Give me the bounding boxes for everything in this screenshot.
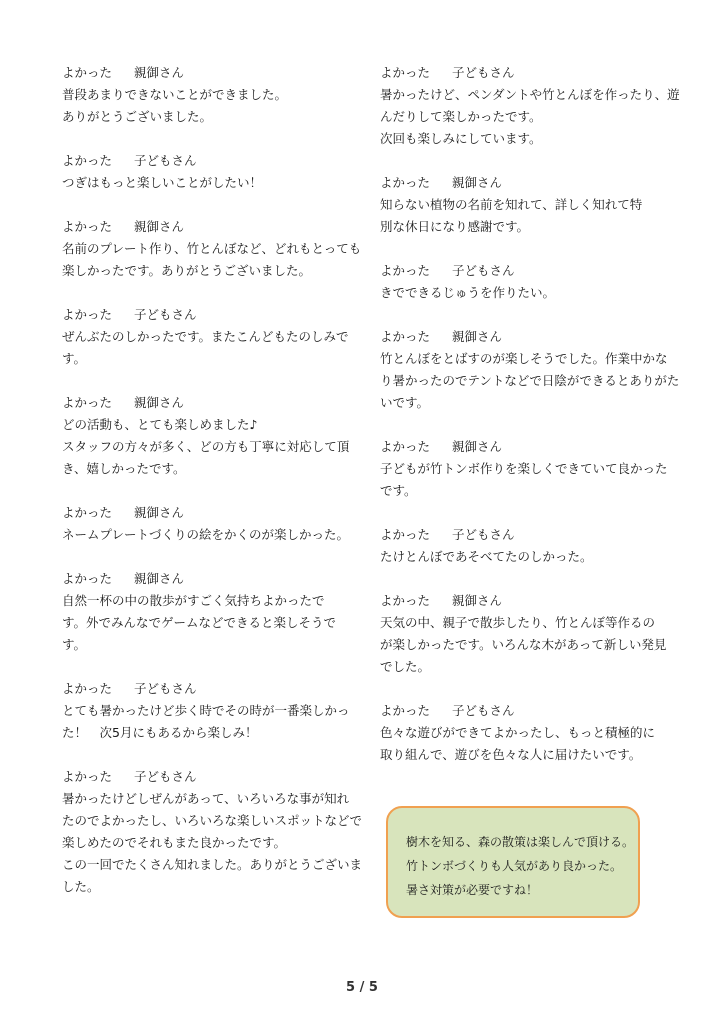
entry-header <box>62 392 346 414</box>
feedback-entry <box>62 62 346 128</box>
respondent-label: 親御さん <box>134 571 185 586</box>
comment-line: 次回も楽しみにしています。 <box>380 131 542 146</box>
comment-line: 知らない植物の名前を知れて、詳しく知れて特 <box>380 197 643 212</box>
comment-line: した。 <box>62 879 100 894</box>
entry-header <box>62 216 346 238</box>
comment-line: ぜんぶたのしかったです。またこんどもたのしみで <box>62 329 349 344</box>
comment-line: 竹とんぼをとばすのが楽しそうでした。作業中かな <box>380 351 668 366</box>
rating-label: よかった <box>380 329 431 344</box>
comment-line: 子どもが竹トンボ作りを楽しくできていて良かった <box>380 461 668 476</box>
comment-line: たけとんぼであそべてたのしかった。 <box>380 549 593 564</box>
comment-line: す。 <box>62 637 87 652</box>
respondent-label: 子どもさん <box>452 65 515 80</box>
feedback-entry <box>62 216 362 282</box>
comment-line: 名前のプレート作り、竹とんぼなど、どれもとっても <box>62 241 362 256</box>
feedback-entry <box>62 150 346 194</box>
feedback-entry <box>62 392 350 480</box>
left-column <box>62 62 363 920</box>
feedback-entry <box>62 568 346 656</box>
respondent-label: 子どもさん <box>452 703 515 718</box>
feedback-entry <box>380 700 666 766</box>
respondent-label: 子どもさん <box>134 153 197 168</box>
respondent-label: 子どもさん <box>134 769 197 784</box>
respondent-label: 子どもさん <box>452 527 515 542</box>
page-indicator: 5 / 5 <box>346 980 378 995</box>
rating-label: よかった <box>380 703 431 718</box>
comment-line: す。 <box>62 351 87 366</box>
respondent-label: 子どもさん <box>134 681 197 696</box>
entry-header <box>380 524 666 546</box>
comment-line: とても暑かったけど歩く時でその時が一番楽しかっ <box>62 703 350 718</box>
comment-line: す。外でみんなでゲームなどできると楽しそうで <box>62 615 337 630</box>
respondent-label: 親御さん <box>452 329 503 344</box>
comment-line: 色々な遊びができてよかったし、もっと積極的に <box>380 725 656 740</box>
comment-line: 自然一杯の中の散歩がすごく気持ちよかったで <box>62 593 325 608</box>
rating-label: よかった <box>62 681 113 696</box>
comment-line: つぎはもっと楽しいことがしたい！ <box>62 175 263 190</box>
feedback-entry <box>380 436 666 502</box>
rating-label: よかった <box>62 505 113 520</box>
comment-line: 別な休日になり感謝です。 <box>380 219 530 234</box>
feedback-entry <box>62 304 349 370</box>
comment-line: スタッフの方々が多く、どの方も丁寧に対応して頂 <box>62 439 350 454</box>
entry-header <box>380 590 666 612</box>
entry-header <box>380 172 666 194</box>
rating-label: よかった <box>380 65 431 80</box>
comment-line: 取り組んで、遊びを色々な人に届けたいです。 <box>380 747 642 762</box>
entry-header <box>62 766 346 788</box>
comment-line: ありがとうございました。 <box>62 109 213 124</box>
entry-header <box>62 502 346 524</box>
feedback-entry <box>62 766 363 898</box>
respondent-label: 親御さん <box>134 505 185 520</box>
respondent-label: 親御さん <box>134 65 185 80</box>
comment-line: たのでよかったし、いろいろな楽しいスポットなどで <box>62 813 363 828</box>
comment-line: この一回でたくさん知れました。ありがとうございま <box>62 857 363 872</box>
respondent-label: 親御さん <box>452 593 503 608</box>
feedback-entry <box>380 590 666 678</box>
entry-header <box>380 700 666 722</box>
comment-line: き、嬉しかったです。 <box>62 461 186 476</box>
feedback-entry <box>380 172 666 238</box>
feedback-entry <box>380 260 666 304</box>
respondent-label: 親御さん <box>134 395 185 410</box>
entry-header <box>62 568 346 590</box>
entry-header <box>62 678 346 700</box>
comment-line: ネームプレートづくりの絵をかくのが楽しかった。 <box>62 527 350 542</box>
comment-line: どの活動も、とても楽しめました♪ <box>62 417 258 432</box>
comment-line: た！ 次5月にもあるから楽しみ！ <box>62 725 258 740</box>
comment-line: 天気の中、親子で散歩したり、竹とんぼ等作るの <box>380 615 656 630</box>
comment-line: り暑かったのでテントなどで日陰ができるとありがた <box>380 373 680 388</box>
feedback-entry <box>380 326 680 414</box>
entry-header <box>380 436 666 458</box>
feedback-entry <box>380 524 666 568</box>
respondent-label: 親御さん <box>452 439 503 454</box>
feedback-entry <box>62 502 350 546</box>
comment-line: いです。 <box>380 395 430 410</box>
rating-label: よかった <box>380 593 431 608</box>
rating-label: よかった <box>62 65 113 80</box>
comment-line: 暑かったけどしぜんがあって、いろいろな事が知れ <box>62 791 350 806</box>
summary-line: 樹木を知る、森の散策は楽しんで頂ける。 <box>406 835 635 849</box>
rating-label: よかった <box>62 307 113 322</box>
entry-header <box>62 304 346 326</box>
respondent-label: 子どもさん <box>134 307 197 322</box>
respondent-label: 子どもさん <box>452 263 515 278</box>
comment-line: でした。 <box>380 659 431 674</box>
rating-label: よかった <box>62 395 113 410</box>
comment-line: んだりして楽しかったです。 <box>380 109 542 124</box>
comment-line: 普段あまりできないことができました。 <box>62 87 288 102</box>
respondent-label: 親御さん <box>452 175 503 190</box>
rating-label: よかった <box>380 527 431 542</box>
rating-label: よかった <box>62 219 113 234</box>
respondent-label: 親御さん <box>134 219 185 234</box>
comment-line: 楽しかったです。ありがとうございました。 <box>62 263 312 278</box>
right-column <box>380 62 680 788</box>
entry-header <box>380 62 666 84</box>
comment-line: です。 <box>380 483 417 498</box>
entry-header <box>380 326 666 348</box>
comment-line: きでできるじゅうを作りたい。 <box>380 285 556 300</box>
entry-header <box>62 62 346 84</box>
rating-label: よかった <box>380 439 431 454</box>
summary-box <box>386 806 640 918</box>
rating-label: よかった <box>62 769 113 784</box>
summary-line: 竹トンボづくりも人気があり良かった。 <box>406 859 623 873</box>
comment-line: 楽しめたのでそれもまた良かったです。 <box>62 835 287 850</box>
rating-label: よかった <box>380 175 431 190</box>
rating-label: よかった <box>380 263 431 278</box>
feedback-entry <box>62 678 350 744</box>
summary-line: 暑さ対策が必要ですね！ <box>406 883 539 897</box>
rating-label: よかった <box>62 153 113 168</box>
comment-line: 暑かったけど、ペンダントや竹とんぼを作ったり、遊 <box>380 87 680 102</box>
feedback-entry <box>380 62 680 150</box>
comment-line: が楽しかったです。いろんな木があって新しい発見 <box>380 637 667 652</box>
entry-header <box>62 150 346 172</box>
rating-label: よかった <box>62 571 113 586</box>
entry-header <box>380 260 666 282</box>
